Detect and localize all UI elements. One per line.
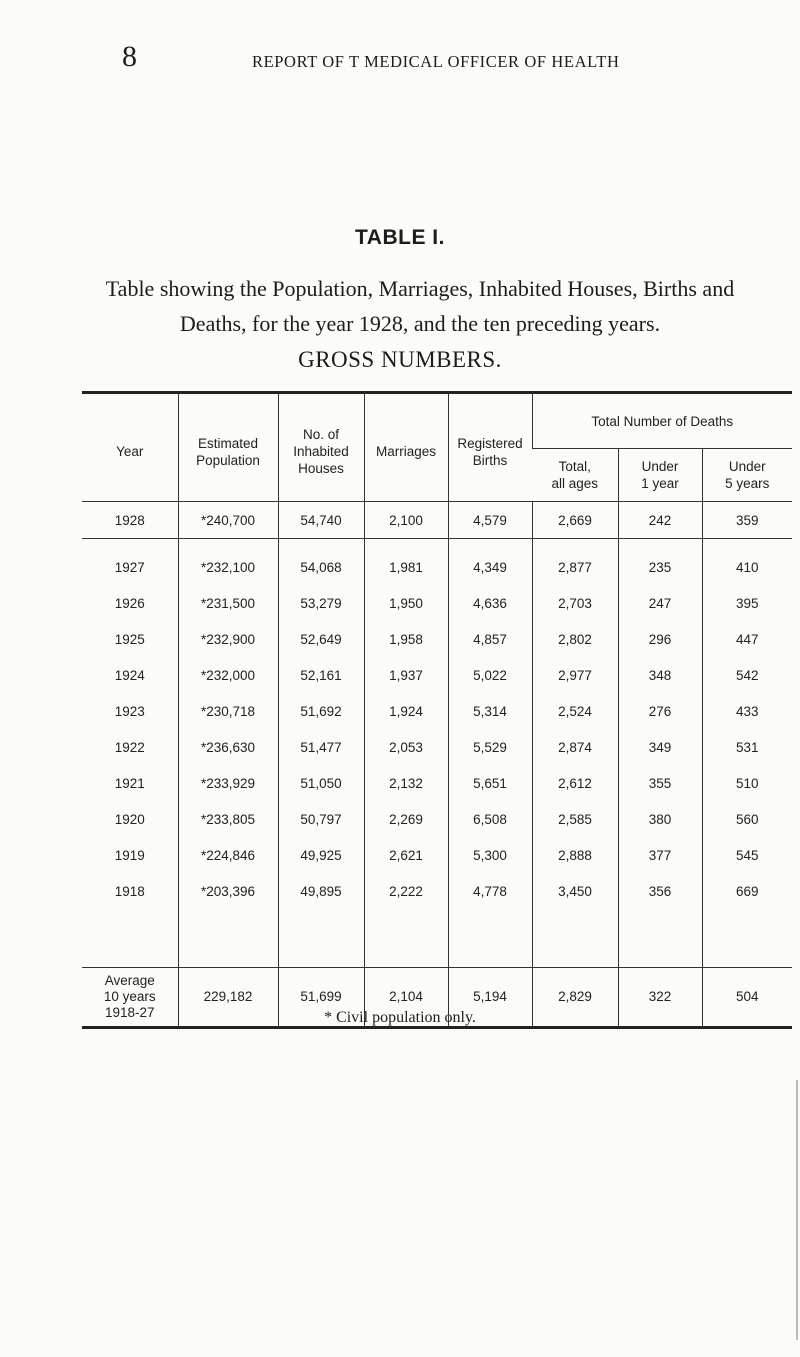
cell: 2,802 bbox=[532, 621, 618, 657]
cell: *230,718 bbox=[178, 693, 278, 729]
cell: *232,100 bbox=[178, 549, 278, 585]
cell: 1,981 bbox=[364, 549, 448, 585]
cell: 51,699 bbox=[278, 968, 364, 1028]
caption-line: Table showing the Population, Marriages, Inhabited Houses, Births and bbox=[105, 276, 735, 301]
cell: 296 bbox=[618, 621, 702, 657]
cell: 542 bbox=[702, 657, 792, 693]
cell: 447 bbox=[702, 621, 792, 657]
table-row bbox=[82, 801, 792, 837]
header-population: Estimated Population bbox=[178, 393, 278, 502]
table-row bbox=[82, 657, 792, 693]
table-row bbox=[82, 693, 792, 729]
header-marriages: Marriages bbox=[364, 393, 448, 502]
previous-years bbox=[82, 549, 792, 909]
cell: 54,740 bbox=[278, 502, 364, 539]
cell: 53,279 bbox=[278, 585, 364, 621]
cell: 2,888 bbox=[532, 837, 618, 873]
cell: 229,182 bbox=[178, 968, 278, 1028]
cell: 377 bbox=[618, 837, 702, 873]
table-row-1928 bbox=[82, 502, 792, 539]
table-row bbox=[82, 585, 792, 621]
cell: 1928 bbox=[82, 502, 178, 539]
average-label: Average 10 years 1918-27 bbox=[82, 968, 178, 1028]
cell: 1,937 bbox=[364, 657, 448, 693]
cell: 247 bbox=[618, 585, 702, 621]
cell: 504 bbox=[702, 968, 792, 1028]
cell: *232,000 bbox=[178, 657, 278, 693]
cell: 2,585 bbox=[532, 801, 618, 837]
cell: 2,524 bbox=[532, 693, 618, 729]
cell: 2,874 bbox=[532, 729, 618, 765]
table-row bbox=[82, 837, 792, 873]
header-houses: No. of Inhabited Houses bbox=[278, 393, 364, 502]
cell: 4,349 bbox=[448, 549, 532, 585]
cell: 2,977 bbox=[532, 657, 618, 693]
cell: 433 bbox=[702, 693, 792, 729]
cell: 1920 bbox=[114, 811, 145, 827]
population-table bbox=[82, 391, 792, 1029]
cell: 1,924 bbox=[364, 693, 448, 729]
cell: 2,104 bbox=[364, 968, 448, 1028]
page-number: 8 bbox=[122, 40, 137, 73]
cell: 410 bbox=[702, 549, 792, 585]
table-row bbox=[82, 765, 792, 801]
header-deaths-group: Total Number of Deaths bbox=[532, 393, 792, 449]
cell: 322 bbox=[618, 968, 702, 1028]
spacer-row bbox=[82, 539, 792, 550]
cell: *231,500 bbox=[178, 585, 278, 621]
cell: *233,929 bbox=[178, 765, 278, 801]
cell: 2,612 bbox=[532, 765, 618, 801]
cell: 1,950 bbox=[364, 585, 448, 621]
cell: 5,194 bbox=[448, 968, 532, 1028]
cell: *233,805 bbox=[178, 801, 278, 837]
cell: 2,703 bbox=[532, 585, 618, 621]
cell: 2,053 bbox=[364, 729, 448, 765]
cell: 51,050 bbox=[278, 765, 364, 801]
cell: 4,579 bbox=[448, 502, 532, 539]
cell: 545 bbox=[702, 837, 792, 873]
cell: *224,846 bbox=[178, 837, 278, 873]
cell: 2,829 bbox=[532, 968, 618, 1028]
cell: 356 bbox=[618, 873, 702, 909]
cell: 49,925 bbox=[278, 837, 364, 873]
cell: 2,222 bbox=[364, 873, 448, 909]
cell: 359 bbox=[702, 502, 792, 539]
cell: 49,895 bbox=[278, 873, 364, 909]
cell: 380 bbox=[618, 801, 702, 837]
table-title: TABLE I. bbox=[355, 226, 445, 249]
table-subheading: GROSS NUMBERS. bbox=[298, 347, 502, 372]
cell: 51,477 bbox=[278, 729, 364, 765]
cell: 4,778 bbox=[448, 873, 532, 909]
cell: 6,508 bbox=[448, 801, 532, 837]
cell: 2,621 bbox=[364, 837, 448, 873]
cell: 355 bbox=[618, 765, 702, 801]
cell: 1,958 bbox=[364, 621, 448, 657]
cell: 1925 bbox=[114, 631, 145, 647]
cell: 510 bbox=[702, 765, 792, 801]
cell: 51,692 bbox=[278, 693, 364, 729]
cell: 2,269 bbox=[364, 801, 448, 837]
header-deaths-under1: Under 1 year bbox=[618, 449, 702, 502]
cell: 4,636 bbox=[448, 585, 532, 621]
cell: 349 bbox=[618, 729, 702, 765]
cell: 276 bbox=[618, 693, 702, 729]
cell: 242 bbox=[618, 502, 702, 539]
cell: 4,857 bbox=[448, 621, 532, 657]
footnote: * Civil population only. bbox=[324, 1009, 476, 1026]
page-edge-shadow bbox=[796, 1080, 798, 1340]
cell: *232,900 bbox=[178, 621, 278, 657]
cell: 1921 bbox=[114, 775, 145, 791]
header-deaths-total: Total, all ages bbox=[532, 449, 618, 502]
header-year: Year bbox=[116, 444, 144, 459]
cell: 235 bbox=[618, 549, 702, 585]
cell: 1919 bbox=[114, 847, 145, 863]
cell: 5,529 bbox=[448, 729, 532, 765]
cell: 348 bbox=[618, 657, 702, 693]
cell: 560 bbox=[702, 801, 792, 837]
table-row bbox=[82, 729, 792, 765]
cell: 1918 bbox=[114, 883, 145, 899]
cell: 52,649 bbox=[278, 621, 364, 657]
cell: 5,300 bbox=[448, 837, 532, 873]
cell: 2,100 bbox=[364, 502, 448, 539]
cell: 1923 bbox=[114, 703, 145, 719]
spacer-row bbox=[82, 909, 792, 968]
cell: 5,651 bbox=[448, 765, 532, 801]
cell: 1924 bbox=[114, 667, 145, 683]
cell: 531 bbox=[702, 729, 792, 765]
table-row bbox=[82, 873, 792, 909]
cell: 5,314 bbox=[448, 693, 532, 729]
cell: *240,700 bbox=[178, 502, 278, 539]
table-caption bbox=[100, 271, 740, 341]
cell: 3,450 bbox=[532, 873, 618, 909]
cell: 395 bbox=[702, 585, 792, 621]
table-row bbox=[82, 621, 792, 657]
cell: 2,669 bbox=[532, 502, 618, 539]
cell: 1922 bbox=[114, 739, 145, 755]
cell: 1926 bbox=[114, 595, 145, 611]
header-deaths-under5: Under 5 years bbox=[702, 449, 792, 502]
running-head: REPORT OF T MEDICAL OFFICER OF HEALTH bbox=[252, 52, 620, 71]
table-row bbox=[82, 549, 792, 585]
cell: *236,630 bbox=[178, 729, 278, 765]
cell: 5,022 bbox=[448, 657, 532, 693]
cell: 54,068 bbox=[278, 549, 364, 585]
cell: 50,797 bbox=[278, 801, 364, 837]
caption-line: Deaths, for the year 1928, and the ten preceding years. bbox=[179, 311, 661, 336]
cell: 2,132 bbox=[364, 765, 448, 801]
cell: 2,877 bbox=[532, 549, 618, 585]
cell: 1927 bbox=[114, 559, 145, 575]
header-births: Registered Births bbox=[448, 393, 532, 502]
cell: 669 bbox=[702, 873, 792, 909]
cell: *203,396 bbox=[178, 873, 278, 909]
cell: 52,161 bbox=[278, 657, 364, 693]
